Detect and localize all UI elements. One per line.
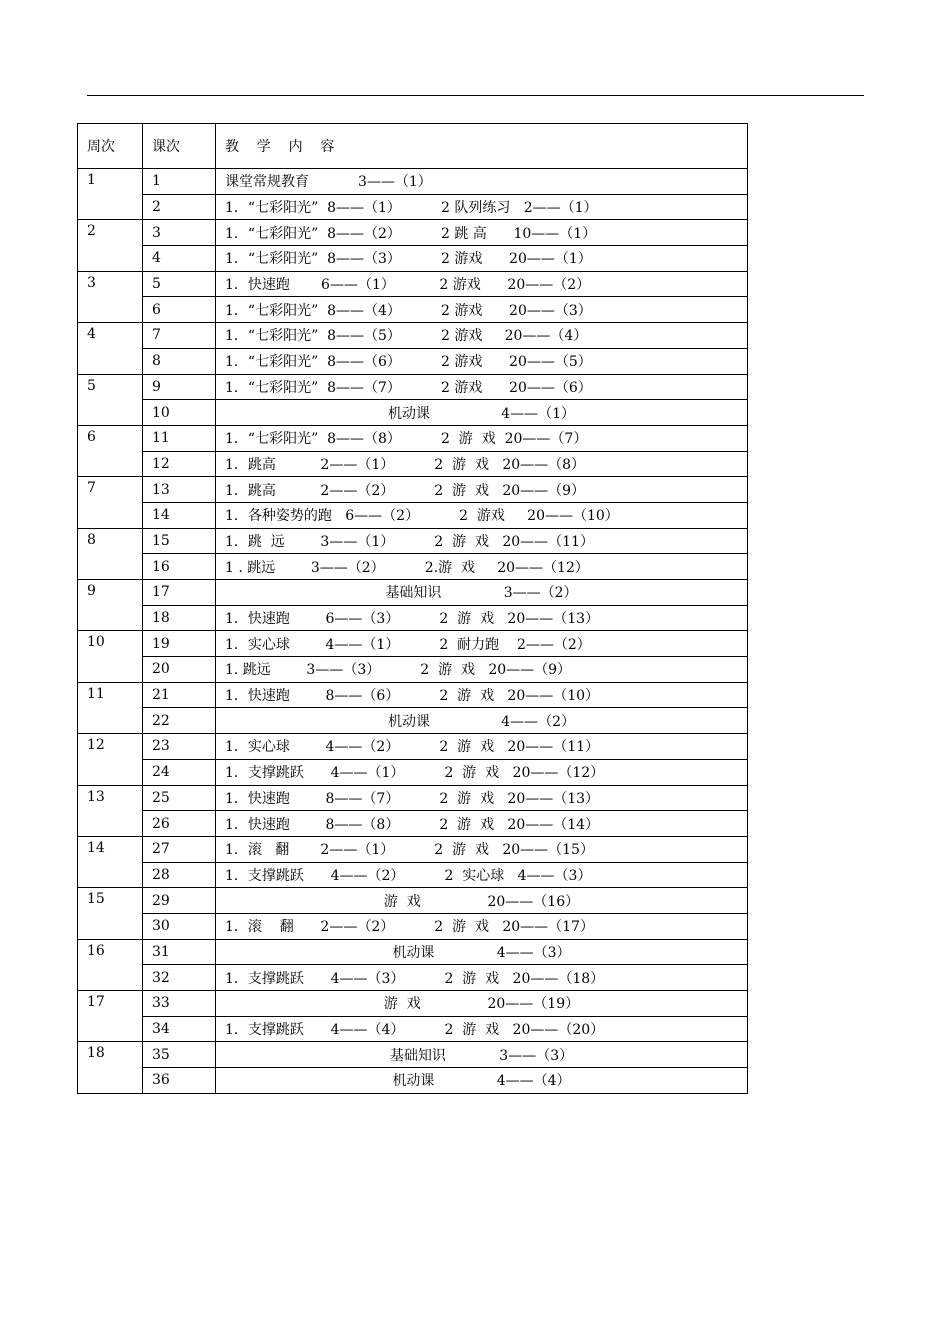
lesson-content-cell: 1．“七彩阳光” 8——（6） 2 游戏 20——（5）	[216, 348, 748, 374]
lesson-number-cell: 23	[143, 734, 216, 760]
lesson-content-cell: 1．快速跑 6——（3） 2 游 戏 20——（13）	[216, 605, 748, 631]
week-cell: 17	[78, 991, 143, 1042]
table-row	[78, 477, 748, 503]
lesson-content-cell: 1．跳 远 3——（1） 2 游 戏 20——（11）	[216, 528, 748, 554]
lesson-content-cell: 1．滚 翻 2——（1） 2 游 戏 20——（15）	[216, 836, 748, 862]
table-row	[78, 605, 748, 631]
table-row	[78, 425, 748, 451]
lesson-content-cell: 1．快速跑 8——（6） 2 游 戏 20——（10）	[216, 682, 748, 708]
table-row	[78, 708, 748, 734]
lesson-number-cell: 2	[143, 194, 216, 220]
schedule-table	[77, 123, 748, 1094]
table-row	[78, 939, 748, 965]
lesson-number-cell: 6	[143, 297, 216, 323]
week-cell: 13	[78, 785, 143, 836]
lesson-content-cell: 游 戏 20——（19）	[216, 991, 748, 1017]
week-cell: 5	[78, 374, 143, 425]
header-week: 周次	[78, 124, 143, 169]
lesson-number-cell: 33	[143, 991, 216, 1017]
lesson-content-cell: 1．支撑跳跃 4——（1） 2 游 戏 20——（12）	[216, 759, 748, 785]
lesson-number-cell: 3	[143, 220, 216, 246]
lesson-number-cell: 14	[143, 502, 216, 528]
table-row	[78, 271, 748, 297]
lesson-content-cell: 1．“七彩阳光” 8——（1） 2 队列练习 2——（1）	[216, 194, 748, 220]
lesson-number-cell: 13	[143, 477, 216, 503]
lesson-content-cell: 1．跳高 2——（2） 2 游 戏 20——（9）	[216, 477, 748, 503]
week-cell: 12	[78, 734, 143, 785]
lesson-number-cell: 22	[143, 708, 216, 734]
lesson-content-cell: 课堂常规教育 3——（1）	[216, 169, 748, 195]
week-cell: 2	[78, 220, 143, 271]
week-cell: 18	[78, 1042, 143, 1093]
table-row	[78, 862, 748, 888]
lesson-number-cell: 31	[143, 939, 216, 965]
table-row	[78, 1042, 748, 1068]
lesson-content-cell: 1．支撑跳跃 4——（2） 2 实心球 4——（3）	[216, 862, 748, 888]
lesson-number-cell: 25	[143, 785, 216, 811]
lesson-content-cell: 机动课 4——（2）	[216, 708, 748, 734]
lesson-number-cell: 30	[143, 913, 216, 939]
table-row	[78, 246, 748, 272]
lesson-content-cell: 1．“七彩阳光” 8——（4） 2 游戏 20——（3）	[216, 297, 748, 323]
top-rule	[87, 95, 864, 96]
week-cell: 3	[78, 271, 143, 322]
table-row	[78, 836, 748, 862]
lesson-number-cell: 20	[143, 657, 216, 683]
lesson-number-cell: 34	[143, 1016, 216, 1042]
table-row	[78, 991, 748, 1017]
table-row	[78, 580, 748, 606]
lesson-number-cell: 18	[143, 605, 216, 631]
table-row	[78, 169, 748, 195]
lesson-number-cell: 15	[143, 528, 216, 554]
lesson-content-cell: 1．快速跑 8——（8） 2 游 戏 20——（14）	[216, 811, 748, 837]
table-row	[78, 759, 748, 785]
week-cell: 14	[78, 836, 143, 887]
table-row	[78, 400, 748, 426]
week-cell: 8	[78, 528, 143, 579]
table-row	[78, 682, 748, 708]
table-row	[78, 811, 748, 837]
header-content: 教 学 内 容	[216, 124, 748, 169]
lesson-content-cell: 1. 跳远 3——（3） 2 游 戏 20——（9）	[216, 657, 748, 683]
table-row	[78, 528, 748, 554]
table-row	[78, 1068, 748, 1094]
lesson-number-cell: 17	[143, 580, 216, 606]
week-cell: 9	[78, 580, 143, 631]
table-row	[78, 965, 748, 991]
lesson-content-cell: 1．“七彩阳光” 8——（7） 2 游戏 20——（6）	[216, 374, 748, 400]
lesson-content-cell: 基础知识 3——（2）	[216, 580, 748, 606]
week-cell: 15	[78, 888, 143, 939]
lesson-content-cell: 1．“七彩阳光” 8——（2） 2 跳 高 10——（1）	[216, 220, 748, 246]
table-row	[78, 323, 748, 349]
table-row	[78, 348, 748, 374]
lesson-content-cell: 1．“七彩阳光” 8——（3） 2 游戏 20——（1）	[216, 246, 748, 272]
table-row	[78, 502, 748, 528]
table-row	[78, 554, 748, 580]
week-cell: 6	[78, 425, 143, 476]
lesson-number-cell: 1	[143, 169, 216, 195]
week-cell: 10	[78, 631, 143, 682]
table-row	[78, 657, 748, 683]
lesson-number-cell: 26	[143, 811, 216, 837]
table-row	[78, 220, 748, 246]
lesson-number-cell: 16	[143, 554, 216, 580]
lesson-number-cell: 11	[143, 425, 216, 451]
lesson-number-cell: 5	[143, 271, 216, 297]
lesson-number-cell: 28	[143, 862, 216, 888]
table-row	[78, 297, 748, 323]
lesson-content-cell: 1．各种姿势的跑 6——（2） 2 游戏 20——（10）	[216, 502, 748, 528]
lesson-content-cell: 1．快速跑 8——（7） 2 游 戏 20——（13）	[216, 785, 748, 811]
lesson-number-cell: 19	[143, 631, 216, 657]
lesson-content-cell: 基础知识 3——（3）	[216, 1042, 748, 1068]
lesson-content-cell: 1．跳高 2——（1） 2 游 戏 20——（8）	[216, 451, 748, 477]
lesson-content-cell: 1．支撑跳跃 4——（4） 2 游 戏 20——（20）	[216, 1016, 748, 1042]
lesson-number-cell: 32	[143, 965, 216, 991]
lesson-content-cell: 1．滚 翻 2——（2） 2 游 戏 20——（17）	[216, 913, 748, 939]
schedule-body	[78, 124, 748, 1094]
lesson-content-cell: 1．“七彩阳光” 8——（5） 2 游戏 20——（4）	[216, 323, 748, 349]
table-row	[78, 194, 748, 220]
week-cell: 4	[78, 323, 143, 374]
table-row	[78, 374, 748, 400]
table-row	[78, 913, 748, 939]
lesson-number-cell: 27	[143, 836, 216, 862]
lesson-content-cell: 1．实心球 4——（2） 2 游 戏 20——（11）	[216, 734, 748, 760]
lesson-content-cell: 游 戏 20——（16）	[216, 888, 748, 914]
week-cell: 1	[78, 169, 143, 220]
week-cell: 16	[78, 939, 143, 990]
lesson-content-cell: 1．“七彩阳光” 8——（8） 2 游 戏 20——（7）	[216, 425, 748, 451]
lesson-number-cell: 9	[143, 374, 216, 400]
lesson-number-cell: 8	[143, 348, 216, 374]
week-cell: 7	[78, 477, 143, 528]
lesson-content-cell: 1．实心球 4——（1） 2 耐力跑 2——（2）	[216, 631, 748, 657]
lesson-number-cell: 36	[143, 1068, 216, 1094]
lesson-content-cell: 1．支撑跳跃 4——（3） 2 游 戏 20——（18）	[216, 965, 748, 991]
lesson-number-cell: 4	[143, 246, 216, 272]
week-cell: 11	[78, 682, 143, 733]
lesson-number-cell: 35	[143, 1042, 216, 1068]
header-lesson: 课次	[143, 124, 216, 169]
table-row	[78, 888, 748, 914]
lesson-number-cell: 29	[143, 888, 216, 914]
lesson-number-cell: 7	[143, 323, 216, 349]
lesson-content-cell: 机动课 4——（4）	[216, 1068, 748, 1094]
lesson-content-cell: 1 . 跳远 3——（2） 2.游 戏 20——（12）	[216, 554, 748, 580]
lesson-content-cell: 机动课 4——（3）	[216, 939, 748, 965]
table-row	[78, 734, 748, 760]
lesson-number-cell: 21	[143, 682, 216, 708]
table-row	[78, 785, 748, 811]
table-row	[78, 451, 748, 477]
table-row	[78, 631, 748, 657]
lesson-number-cell: 10	[143, 400, 216, 426]
lesson-number-cell: 24	[143, 759, 216, 785]
lesson-number-cell: 12	[143, 451, 216, 477]
header-row	[78, 124, 748, 169]
table-row	[78, 1016, 748, 1042]
lesson-content-cell: 1．快速跑 6——（1） 2 游戏 20——（2）	[216, 271, 748, 297]
lesson-content-cell: 机动课 4——（1）	[216, 400, 748, 426]
